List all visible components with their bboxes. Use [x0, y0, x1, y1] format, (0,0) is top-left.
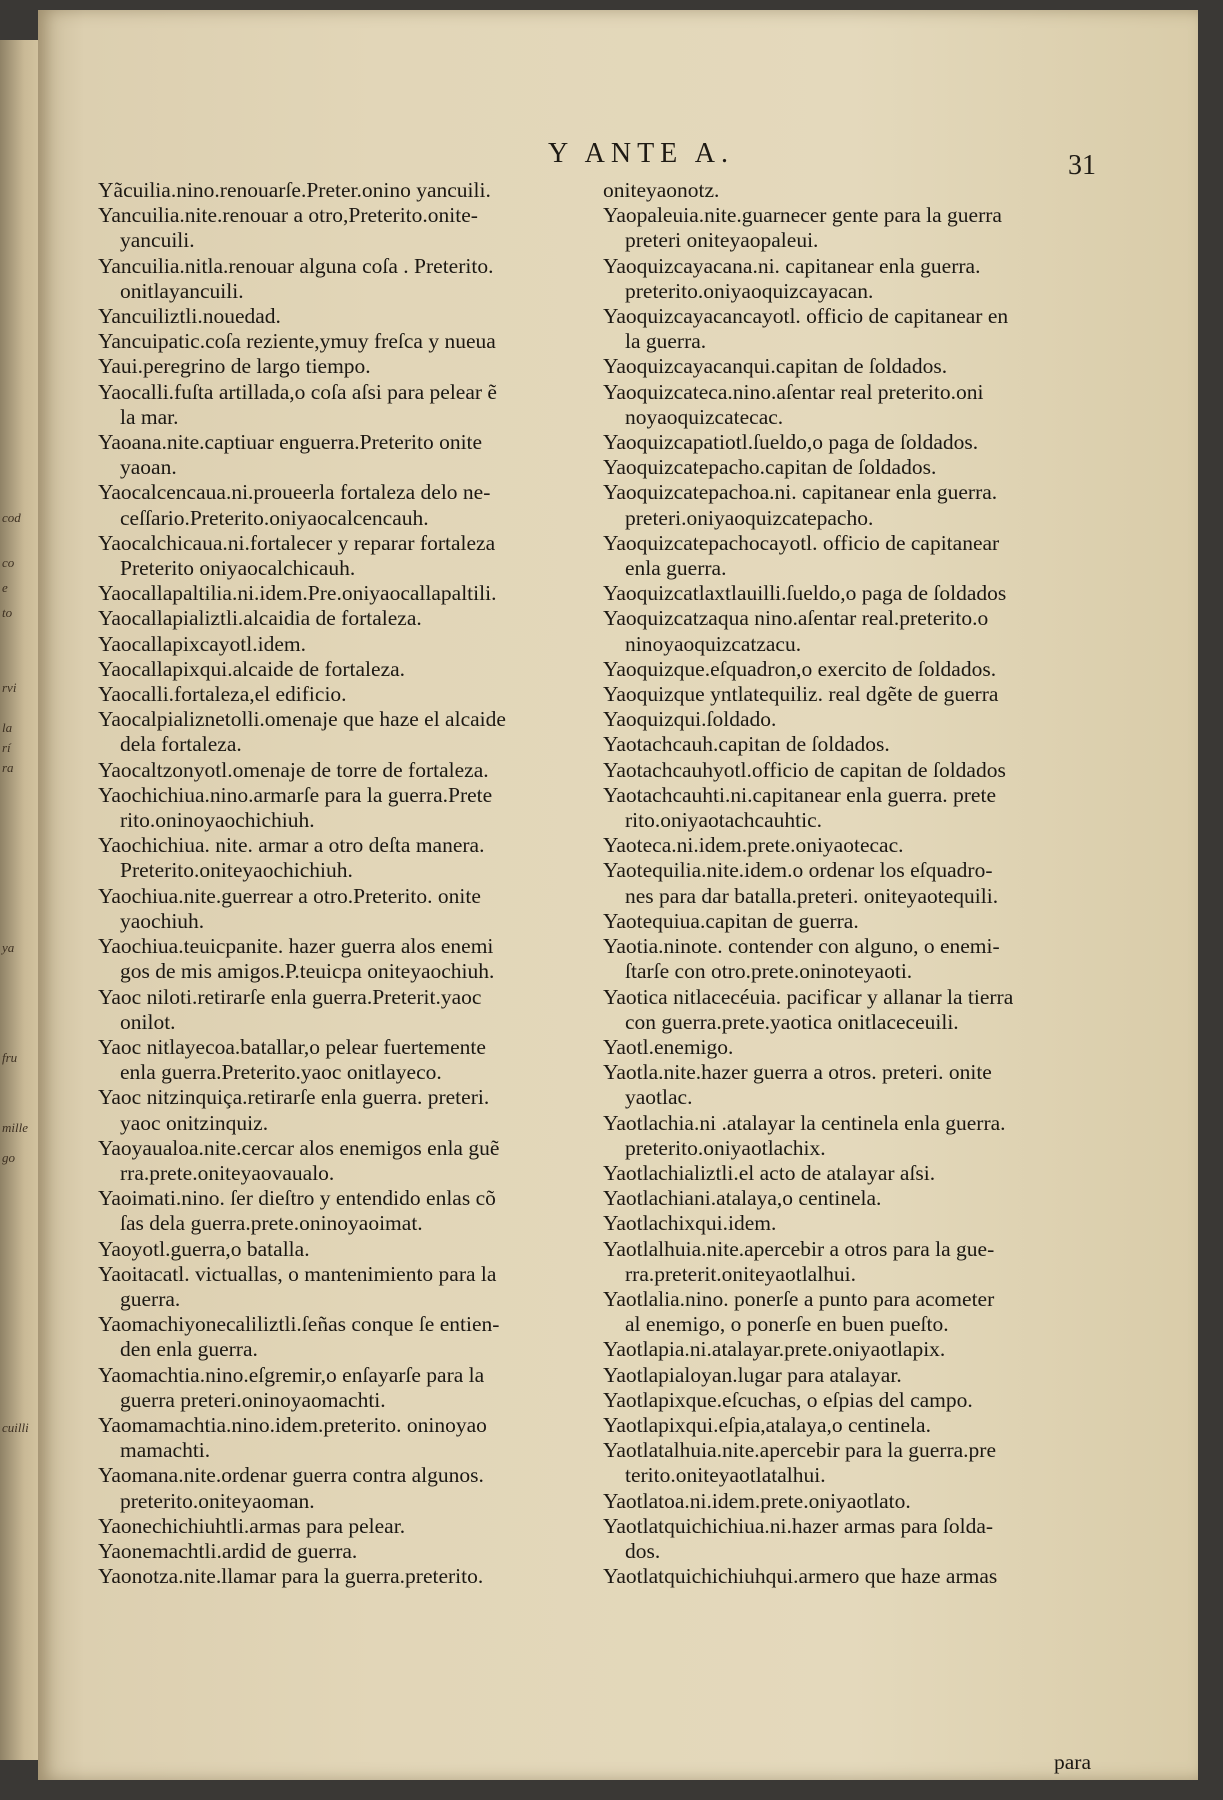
entry-headline: Yaotlatoa.ni.idem.prete.oniyaotlato. — [603, 1488, 911, 1513]
entry-continuation: enla guerra.Preterito.yaoc onitlayeco. — [120, 1060, 442, 1085]
entry-continuation: ninoyaoquizcatzacu. — [625, 631, 802, 656]
entry-continuation: la mar. — [120, 404, 179, 429]
dictionary-entry — [603, 581, 1123, 606]
entry-headline: Yaoquizcapatiotl.ſueldo,o paga de ſoldados. — [603, 430, 979, 455]
entry-continuation: preteri.oniyaoquizcatepacho. — [625, 505, 874, 530]
dictionary-entry — [603, 1363, 1123, 1388]
entry-headline: Yaonechichiuhtli.armas para pelear. — [98, 1513, 406, 1538]
dictionary-entry — [98, 354, 638, 379]
entry-headline: Yaomana.nite.ordenar guerra contra algunos. — [98, 1463, 484, 1488]
entry-headline: Yaoquizcayacancayotl. officio de capitanear en — [603, 304, 1009, 329]
entry-headline: Yaoquizque yntlatequiliz. real dgẽte de guerra — [603, 682, 999, 707]
entry-continuation: den enla guerra. — [120, 1337, 258, 1362]
entry-continuation: con guerra.prete.yaotica onitlaceceuili. — [625, 1009, 959, 1034]
entry-headline: Yaochiua.teuicpanite. hazer guerra alos enemi — [98, 934, 494, 959]
entry-continuation: rra.prete.oniteyaovaualo. — [120, 1160, 335, 1185]
entry-headline: Yaotlachia.ni .atalayar la centinela enla guerra. — [603, 1110, 1006, 1135]
entry-continuation: rito.oninoyaochichiuh. — [120, 808, 315, 833]
entry-headline: Yaoquizcayacana.ni. capitanear enla guerra. — [603, 253, 981, 278]
dictionary-entry — [603, 1211, 1123, 1236]
dictionary-entry — [603, 203, 1123, 253]
dictionary-entry — [98, 254, 638, 304]
entry-headline: Yaotia.ninote. contender con alguno, o enemi- — [603, 934, 1000, 959]
entry-continuation: mamachti. — [120, 1438, 211, 1463]
entry-headline: Yaochiua.nite.guerrear a otro.Preterito. onite — [98, 883, 481, 908]
entry-headline: Yaoc nitlayecoa.batallar,o pelear fuertemente — [98, 1034, 486, 1059]
entry-headline: Yaotlapixqui.eſpia,atalaya,o centinela. — [603, 1412, 931, 1437]
dictionary-entry — [603, 783, 1123, 833]
entry-headline: Yancuilia.nite.renouar a otro,Preterito.onite- — [98, 203, 478, 228]
entry-headline: Yaocallapaltilia.ni.idem.Pre.oniyaocallapaltili. — [98, 581, 497, 606]
entry-continuation: yaotlac. — [625, 1085, 693, 1110]
entry-headline: Yaocalchicaua.ni.fortalecer y reparar fortaleza — [98, 530, 496, 555]
dictionary-entry — [98, 1413, 638, 1463]
entry-headline: Yaotequilia.nite.idem.o ordenar los eſquadro- — [603, 858, 993, 883]
entry-headline: Yaoquizcatlaxtlauilli.ſueldo,o paga de ſoldados — [603, 581, 1007, 606]
dictionary-entry — [98, 1136, 638, 1186]
dictionary-entry — [98, 758, 638, 783]
entry-continuation: rra.preterit.oniteyaotlalhui. — [625, 1261, 857, 1286]
entry-headline: Yaocalpializnetolli.omenaje que haze el alcaide — [98, 707, 506, 732]
dictionary-entry — [98, 1514, 638, 1539]
entry-headline: Yaochichiua.nino.armarſe para la guerra.Prete — [98, 782, 493, 807]
margin-fragment: go — [2, 1150, 15, 1165]
entry-headline: Yaoimati.nino. ſer dieſtro y entendido enlas cõ — [98, 1186, 496, 1211]
dictionary-entry — [98, 203, 638, 253]
dictionary-entry — [603, 858, 1123, 908]
dictionary-entry — [603, 657, 1123, 682]
entry-continuation: gos de mis amigos.P.teuicpa oniteyaochiuh. — [120, 959, 495, 984]
dictionary-entry — [603, 1413, 1123, 1438]
entry-headline: Yaoquizcatepachocayotl. officio de capitanear — [603, 530, 1000, 555]
dictionary-entry — [98, 632, 638, 657]
entry-headline: Yaoquizcatepachoa.ni. capitanear enla guerra. — [603, 480, 998, 505]
dictionary-entry — [603, 1337, 1123, 1362]
dictionary-entry — [98, 581, 638, 606]
page-number: 31 — [1068, 150, 1096, 181]
entry-headline: Yaoc niloti.retirarſe enla guerra.Preterit.yaoc — [98, 984, 482, 1009]
entry-headline: Yaui.peregrino de largo tiempo. — [98, 354, 371, 379]
dictionary-entry — [98, 884, 638, 934]
entry-headline: Yaoquizcateca.nino.aſentar real preterito.oni — [603, 379, 984, 404]
entry-continuation: ſas dela guerra.prete.oninoyaoimat. — [120, 1211, 423, 1236]
entry-headline: Yaotlapixque.eſcuchas, o eſpias del campo. — [603, 1387, 973, 1412]
dictionary-entry — [98, 1539, 638, 1564]
margin-fragment: co — [2, 555, 15, 570]
entry-headline: Yaocallapixcayotl.idem. — [98, 631, 306, 656]
entry-continuation: preteri oniteyaopaleui. — [625, 228, 819, 253]
dictionary-entry — [603, 455, 1123, 480]
entry-headline: Yaoquizcatepacho.capitan de ſoldados. — [603, 455, 937, 480]
running-head: Y ANTE A. — [548, 138, 734, 169]
dictionary-entry — [603, 909, 1123, 934]
entry-headline: Yaotlalia.nino. ponerſe a punto para acometer — [603, 1286, 995, 1311]
dictionary-entry — [603, 682, 1123, 707]
margin-fragment: to — [2, 605, 13, 620]
entry-headline: Yancuipatic.coſa reziente,ymuy freſca y nueua — [98, 329, 496, 354]
dictionary-entry — [603, 1438, 1123, 1488]
entry-headline: Yaotachcauh.capitan de ſoldados. — [603, 732, 890, 757]
entry-headline: Yaoitacatl. victuallas, o mantenimiento para la — [98, 1261, 497, 1286]
entry-headline: Yaotica nitlacecéuia. pacificar y allanar la tierra — [603, 984, 1014, 1009]
margin-fragment: cod — [2, 510, 21, 525]
entry-continuation: preterito.oniteyaoman. — [120, 1488, 315, 1513]
entry-headline: Yaocallapixqui.alcaide de fortaleza. — [98, 656, 406, 681]
dictionary-entry — [603, 531, 1123, 581]
entry-continuation: onilot. — [120, 1009, 176, 1034]
dictionary-entry — [98, 934, 638, 984]
entry-headline: Yaotlatquichichiuhqui.armero que haze armas — [603, 1564, 998, 1589]
dictionary-entry — [98, 329, 638, 354]
dictionary-entry — [98, 1363, 638, 1413]
dictionary-entry — [603, 1111, 1123, 1161]
entry-headline: Yaoquizque.eſquadron,o exercito de ſoldados. — [603, 656, 997, 681]
entry-continuation: onitlayancuili. — [120, 278, 244, 303]
dictionary-entry — [98, 178, 638, 203]
dictionary-entry — [603, 934, 1123, 984]
dictionary-entry — [98, 1035, 638, 1085]
dictionary-entry — [603, 1161, 1123, 1186]
entry-headline: Yaonemachtli.ardid de guerra. — [98, 1538, 358, 1563]
dictionary-entry — [603, 833, 1123, 858]
entry-continuation: yaochiuh. — [120, 908, 205, 933]
dictionary-entry — [603, 1564, 1123, 1589]
margin-fragment: cuilli — [2, 1420, 29, 1435]
entry-headline: Yaomachtia.nino.eſgremir,o enſayarſe para la — [98, 1362, 485, 1387]
entry-continuation: guerra preteri.oninoyaomachti. — [120, 1387, 386, 1412]
dictionary-entry — [98, 606, 638, 631]
entry-headline: Yaoc nitzinquiça.retirarſe enla guerra. preteri. — [98, 1085, 490, 1110]
dictionary-entry — [603, 758, 1123, 783]
dictionary-entry — [98, 430, 638, 480]
dictionary-entry — [603, 380, 1123, 430]
entry-headline: Yaotlachixqui.idem. — [603, 1211, 777, 1236]
dictionary-entry — [98, 480, 638, 530]
entry-headline: Yaocallapializtli.alcaidia de fortaleza. — [98, 606, 422, 631]
dictionary-entry — [603, 178, 1123, 203]
entry-continuation: terito.oniteyaotlatalhui. — [625, 1463, 826, 1488]
entry-headline: Yancuilia.nitla.renouar alguna coſa . Preterito. — [98, 253, 494, 278]
entry-continuation: dela fortaleza. — [120, 732, 242, 757]
entry-continuation: guerra. — [120, 1286, 181, 1311]
dictionary-entry — [98, 380, 638, 430]
entry-continuation: preterito.oniyaoquizcayacan. — [625, 278, 874, 303]
entry-continuation: nes para dar batalla.preteri. oniteyaotequili. — [625, 883, 999, 908]
dictionary-entry — [603, 304, 1123, 354]
dictionary-entry — [603, 1514, 1123, 1564]
margin-fragment: la — [2, 720, 13, 735]
entry-headline: Yaoquizcatzaqua nino.aſentar real.preterito.o — [603, 606, 989, 631]
entry-continuation: al enemigo, o ponerſe en buen pueſto. — [625, 1312, 949, 1337]
entry-continuation: enla guerra. — [625, 556, 727, 581]
entry-headline: Yaotlapia.ni.atalayar.prete.oniyaotlapix. — [603, 1337, 946, 1362]
entry-continuation: preterito.oniyaotlachix. — [625, 1135, 826, 1160]
dictionary-entry — [603, 1186, 1123, 1211]
dictionary-entry — [98, 1262, 638, 1312]
dictionary-entry — [603, 1035, 1123, 1060]
entry-headline: Yaotachcauhti.ni.capitanear enla guerra. prete — [603, 782, 996, 807]
left-column — [98, 178, 638, 1589]
dictionary-entry — [603, 430, 1123, 455]
catchword: para — [1054, 1750, 1091, 1774]
margin-fragment: fru — [2, 1050, 18, 1065]
entry-headline: Yaoteca.ni.idem.prete.oniyaotecac. — [603, 833, 904, 858]
entry-headline: Yãcuilia.nino.renouarſe.Preter.onino yancuili. — [98, 178, 491, 202]
dictionary-entry — [603, 1060, 1123, 1110]
entry-continuation: yaoc onitzinquiz. — [120, 1110, 269, 1135]
dictionary-entry — [603, 1388, 1123, 1413]
entry-headline: Yaotl.enemigo. — [603, 1034, 734, 1059]
book-page — [38, 10, 1198, 1780]
entry-headline: Yaocalcencaua.ni.proueerla fortaleza delo ne- — [98, 480, 491, 505]
entry-headline: Yaopaleuia.nite.guarnecer gente para la guerra — [603, 203, 1002, 228]
entry-headline: Yaocaltzonyotl.omenaje de torre de fortaleza. — [98, 757, 489, 782]
entry-continuation: ceſſario.Preterito.oniyaocalcencauh. — [120, 505, 429, 530]
dictionary-entry — [98, 833, 638, 883]
entry-continuation: dos. — [625, 1538, 661, 1563]
entry-headline: Yaotlatquichichiua.ni.hazer armas para ſolda- — [603, 1513, 994, 1538]
entry-headline: Yaoquizcayacanqui.capitan de ſoldados. — [603, 354, 948, 379]
dictionary-entry — [98, 985, 638, 1035]
entry-continuation: yancuili. — [120, 228, 195, 253]
entry-headline: Yaotlatalhuia.nite.apercebir para la guerra.pre — [603, 1438, 996, 1463]
entry-headline: Yaoyaualoa.nite.cercar alos enemigos enla guẽ — [98, 1135, 500, 1160]
entry-continuation: Preterito oniyaocalchicauh. — [120, 556, 356, 581]
dictionary-entry — [603, 480, 1123, 530]
margin-fragment: ya — [2, 940, 15, 955]
dictionary-entry — [603, 1287, 1123, 1337]
dictionary-entry — [98, 1237, 638, 1262]
right-column — [603, 178, 1123, 1589]
dictionary-entry — [603, 1237, 1123, 1287]
entry-continuation: noyaoquizcatecac. — [625, 404, 784, 429]
dictionary-entry — [98, 1564, 638, 1589]
dictionary-entry — [98, 682, 638, 707]
margin-fragment: rí — [2, 740, 11, 755]
dictionary-entry — [98, 1085, 638, 1135]
dictionary-entry — [98, 707, 638, 757]
entry-headline: Yaoquizqui.ſoldado. — [603, 707, 777, 732]
entry-headline: Yaochichiua. nite. armar a otro deſta manera. — [98, 833, 485, 858]
margin-fragment: mille — [2, 1120, 28, 1135]
entry-headline: Yaomamachtia.nino.idem.preterito. oninoyao — [98, 1412, 487, 1437]
entry-headline: Yaoyotl.guerra,o batalla. — [98, 1236, 310, 1261]
entry-headline: Yaocalli.fortaleza,el edificio. — [98, 682, 347, 707]
dictionary-entry — [98, 783, 638, 833]
entry-headline: Yaotlachializtli.el acto de atalayar aſsi. — [603, 1160, 936, 1185]
margin-fragment: ra — [2, 760, 14, 775]
dictionary-entry — [98, 657, 638, 682]
entry-continuation: rito.oniyaotachcauhtic. — [625, 808, 823, 833]
margin-fragment: rvi — [2, 680, 17, 695]
dictionary-entry — [603, 1489, 1123, 1514]
entry-headline: Yaotequiua.capitan de guerra. — [603, 908, 859, 933]
entry-headline: Yaonotza.nite.llamar para la guerra.preterito. — [98, 1564, 484, 1589]
entry-headline: Yaoana.nite.captiuar enguerra.Preterito onite — [98, 430, 483, 455]
entry-headline: Yaotlalhuia.nite.apercebir a otros para la gue- — [603, 1236, 995, 1261]
entry-headline: Yaotlapialoyan.lugar para atalayar. — [603, 1362, 902, 1387]
dictionary-entry — [98, 304, 638, 329]
margin-fragment: e — [2, 580, 8, 595]
entry-headline: Yaocalli.fuſta artillada,o coſa aſsi para pelear ẽ — [98, 379, 497, 404]
entry-headline: oniteyaonotz. — [603, 178, 720, 202]
entry-headline: Yancuiliztli.nouedad. — [98, 304, 281, 329]
dictionary-entry — [98, 1312, 638, 1362]
entry-continuation: ſtarſe con otro.prete.oninoteyaoti. — [625, 959, 913, 984]
entry-headline: Yaotlachiani.atalaya,o centinela. — [603, 1186, 882, 1211]
dictionary-entry — [98, 1463, 638, 1513]
dictionary-entry — [98, 1186, 638, 1236]
dictionary-entry — [603, 606, 1123, 656]
entry-continuation: yaoan. — [120, 455, 177, 480]
entry-continuation: la guerra. — [625, 329, 707, 354]
entry-headline: Yaotachcauhyotl.officio de capitan de ſoldados — [603, 757, 1006, 782]
dictionary-entry — [603, 254, 1123, 304]
entry-continuation: Preterito.oniteyaochichiuh. — [120, 858, 353, 883]
dictionary-entry — [603, 354, 1123, 379]
entry-headline: Yaotla.nite.hazer guerra a otros. preteri. onite — [603, 1060, 992, 1085]
entry-headline: Yaomachiyonecaliliztli.ſeñas conque ſe entien- — [98, 1312, 500, 1337]
dictionary-entry — [603, 732, 1123, 757]
dictionary-entry — [98, 531, 638, 581]
dictionary-entry — [603, 985, 1123, 1035]
dictionary-entry — [603, 707, 1123, 732]
